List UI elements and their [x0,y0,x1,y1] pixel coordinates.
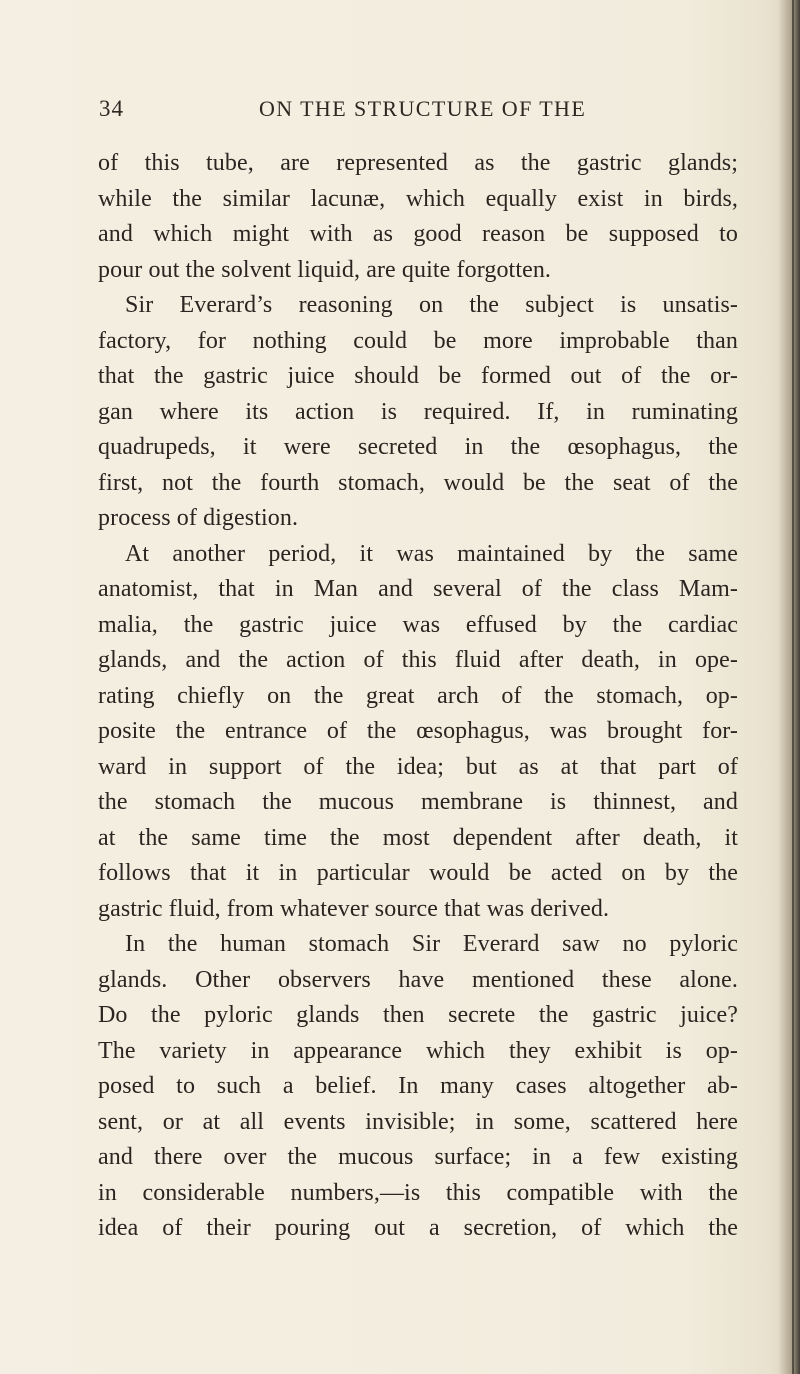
text-line: posite the entrance of the œsophagus, was brought for- [98,718,738,744]
body-text [98,146,738,1247]
running-title: ON THE STRUCTURE OF THE [259,96,587,121]
text-line: the stomach the mucous membrane is thinnest, and [98,789,738,815]
text-line: while the similar lacunæ, which equally exist in birds, [98,185,738,212]
text-line: anatomist, that in Man and several of the class Mam- [98,576,738,602]
text-line: glands. Other observers have mentioned these alone. [98,966,738,993]
text-line: In the human stomach Sir Everard saw no pyloric [125,931,738,957]
text-line: quadrupeds, it were secreted in the œsophagus, the [98,434,738,460]
page-number: 34 [99,96,124,121]
text-line: At another period, it was maintained by the same [125,540,738,567]
text-line: in considerable numbers,—is this compatible with the [98,1179,738,1206]
text-line: gastric fluid, from whatever source that was derived. [98,895,610,922]
text-line: first, not the fourth stomach, would be the seat of the [98,469,738,496]
page-edge-shadow [778,0,800,1374]
text-line: posed to such a belief. In many cases altogether ab- [98,1073,738,1099]
text-line: of this tube, are represented as the gastric glands; [98,150,738,176]
text-line: The variety in appearance which they exhibit is op- [98,1037,738,1064]
running-head [99,96,739,126]
text-line: gan where its action is required. If, in ruminating [98,398,738,425]
text-line: factory, for nothing could be more improbable than [98,327,738,354]
text-line: process of digestion. [98,505,299,531]
text-line: ward in support of the idea; but as at that part of [98,753,738,780]
text-line: at the same time the most dependent after death, it [98,824,738,851]
text-line: sent, or at all events invisible; in some, scattered here [98,1108,738,1135]
text-line: pour out the solvent liquid, are quite forgotten. [98,256,552,283]
text-line: that the gastric juice should be formed out of the or- [98,363,738,389]
text-line: idea of their pouring out a secretion, of which the [98,1215,738,1241]
text-line: follows that it in particular would be acted on by the [98,860,738,886]
page-edge-line [792,0,794,1374]
text-line: glands, and the action of this fluid after death, in ope- [98,647,738,673]
text-line: Sir Everard’s reasoning on the subject is unsatis- [125,292,738,318]
text-line: malia, the gastric juice was effused by the cardiac [98,611,738,638]
text-line: rating chiefly on the great arch of the stomach, op- [98,682,738,709]
text-line: and which might with as good reason be supposed to [98,221,738,247]
text-line: and there over the mucous surface; in a few existing [98,1144,738,1170]
text-line: Do the pyloric glands then secrete the gastric juice? [98,1002,738,1028]
